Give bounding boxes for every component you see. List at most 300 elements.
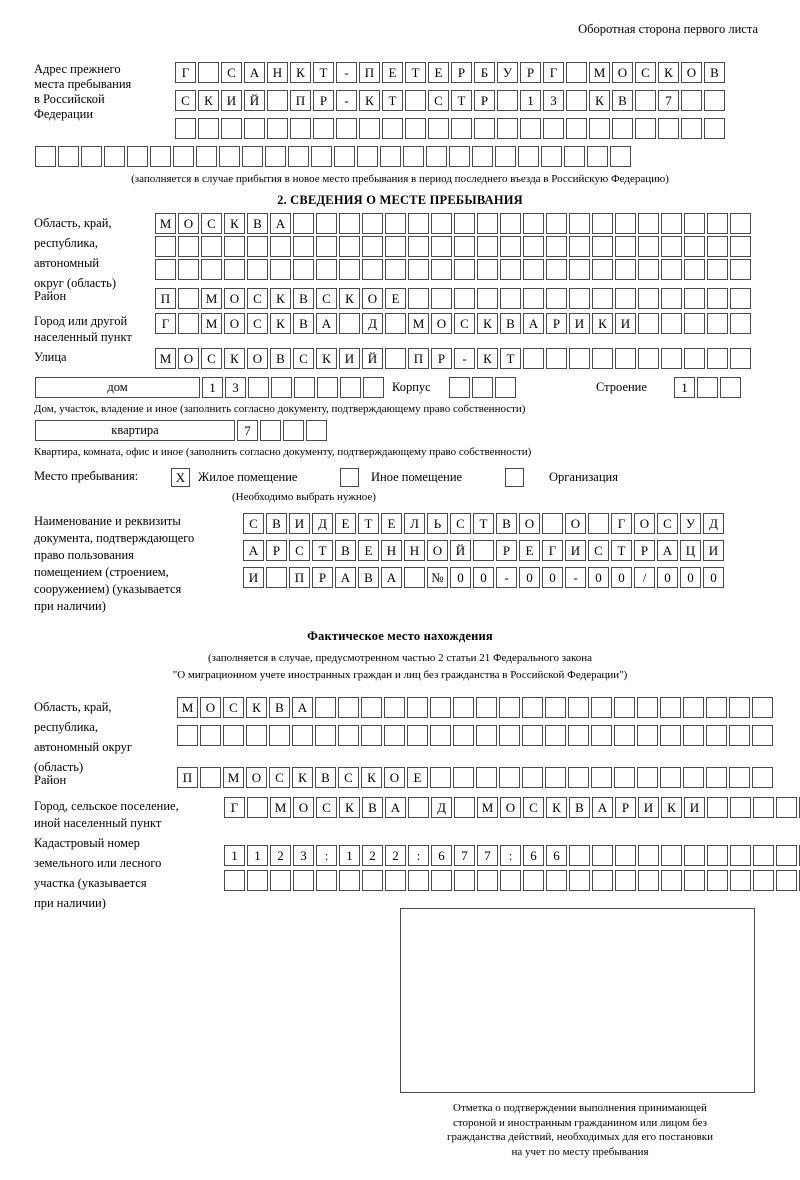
prev-address-r4-cell-14[interactable]: [334, 146, 355, 167]
s2-street-cell-5[interactable]: О: [247, 348, 268, 369]
al-region-r1-cell-19[interactable]: [591, 697, 612, 718]
al-district-cell-8[interactable]: С: [338, 767, 359, 788]
al-city-cell-11[interactable]: [454, 797, 475, 818]
cadastral-row-2[interactable]: [224, 870, 800, 891]
al-cad-r2-cell-22[interactable]: [707, 870, 728, 891]
prev-address-r1-cell-17[interactable]: Г: [543, 62, 564, 83]
al-district-cell-4[interactable]: О: [246, 767, 267, 788]
prev-address-r4-cell-5[interactable]: [127, 146, 148, 167]
s2-region-r2-cell-17[interactable]: [523, 236, 544, 257]
prev-address-r2-cell-19[interactable]: К: [589, 90, 610, 111]
al-cad-r2-cell-7[interactable]: [362, 870, 383, 891]
s2-city-cell-1[interactable]: Г: [155, 313, 176, 334]
s2-city-cell-6[interactable]: К: [270, 313, 291, 334]
flat-cell-3[interactable]: [283, 420, 304, 441]
s2-region-r3-cell-15[interactable]: [477, 259, 498, 280]
al-cad-r1-cell-4[interactable]: 3: [293, 845, 314, 866]
doc-r2-cell-17[interactable]: Т: [611, 540, 632, 561]
s2-region-r3-cell-25[interactable]: [707, 259, 728, 280]
s2-street-cell-23[interactable]: [661, 348, 682, 369]
s2-city-cell-15[interactable]: К: [477, 313, 498, 334]
al-district-cell-17[interactable]: [545, 767, 566, 788]
doc-r3-cell-9[interactable]: №: [427, 567, 448, 588]
al-region-r1-cell-23[interactable]: [683, 697, 704, 718]
doc-r2-cell-21[interactable]: И: [703, 540, 724, 561]
prev-address-r2-cell-14[interactable]: Р: [474, 90, 495, 111]
doc-r3-cell-12[interactable]: -: [496, 567, 517, 588]
s2-region-r2-cell-6[interactable]: [270, 236, 291, 257]
s2-city-cell-24[interactable]: [684, 313, 705, 334]
al-city-cell-21[interactable]: И: [684, 797, 705, 818]
al-cad-r1-cell-8[interactable]: 2: [385, 845, 406, 866]
doc-r3-cell-7[interactable]: А: [381, 567, 402, 588]
s2-region-r3-cell-13[interactable]: [431, 259, 452, 280]
al-district-cell-2[interactable]: [200, 767, 221, 788]
s2-district-cell-21[interactable]: [615, 288, 636, 309]
s2-region-r2-cell-18[interactable]: [546, 236, 567, 257]
al-cad-r2-cell-24[interactable]: [753, 870, 774, 891]
s2-district-cell-12[interactable]: [408, 288, 429, 309]
al-cad-r2-cell-23[interactable]: [730, 870, 751, 891]
korpus-cell-3[interactable]: [495, 377, 516, 398]
al-city-cell-14[interactable]: С: [523, 797, 544, 818]
al-region-r1-cell-14[interactable]: [476, 697, 497, 718]
doc-row-3[interactable]: [243, 567, 724, 588]
s2-region-r2-cell-5[interactable]: [247, 236, 268, 257]
al-cad-r1-cell-3[interactable]: 2: [270, 845, 291, 866]
doc-row-1[interactable]: [243, 513, 724, 534]
al-city-cell-15[interactable]: К: [546, 797, 567, 818]
prev-address-r2-cell-7[interactable]: Р: [313, 90, 334, 111]
s2-district-cell-16[interactable]: [500, 288, 521, 309]
al-cad-r1-cell-7[interactable]: 2: [362, 845, 383, 866]
prev-address-r4-cell-16[interactable]: [380, 146, 401, 167]
al-cad-r1-cell-25[interactable]: [776, 845, 797, 866]
prev-address-row-1[interactable]: [175, 62, 725, 83]
al-district-cell-18[interactable]: [568, 767, 589, 788]
doc-r1-cell-10[interactable]: С: [450, 513, 471, 534]
s2-region-r2-cell-14[interactable]: [454, 236, 475, 257]
s2-region-r3-cell-22[interactable]: [638, 259, 659, 280]
s2-city-cell-17[interactable]: А: [523, 313, 544, 334]
doc-r3-cell-11[interactable]: 0: [473, 567, 494, 588]
doc-r2-cell-3[interactable]: С: [289, 540, 310, 561]
al-cad-r1-cell-19[interactable]: [638, 845, 659, 866]
doc-r1-cell-3[interactable]: И: [289, 513, 310, 534]
al-cad-r2-cell-10[interactable]: [431, 870, 452, 891]
al-region-r2-cell-13[interactable]: [453, 725, 474, 746]
s2-region-r2-cell-10[interactable]: [362, 236, 383, 257]
s2-city-cell-3[interactable]: М: [201, 313, 222, 334]
prev-address-r2-cell-17[interactable]: 3: [543, 90, 564, 111]
s2-district-cell-23[interactable]: [661, 288, 682, 309]
doc-r1-cell-20[interactable]: У: [680, 513, 701, 534]
s2-street-cell-26[interactable]: [730, 348, 751, 369]
al-region-r1-cell-24[interactable]: [706, 697, 727, 718]
al-cad-r1-cell-2[interactable]: 1: [247, 845, 268, 866]
s2-region-r2-cell-21[interactable]: [615, 236, 636, 257]
prev-address-r4-cell-7[interactable]: [173, 146, 194, 167]
prev-address-r3-cell-14[interactable]: [474, 118, 495, 139]
s2-street-cell-18[interactable]: [546, 348, 567, 369]
prev-address-r4-cell-8[interactable]: [196, 146, 217, 167]
al-region-r2-cell-4[interactable]: [246, 725, 267, 746]
al-city-cell-3[interactable]: М: [270, 797, 291, 818]
doc-r1-cell-18[interactable]: О: [634, 513, 655, 534]
s2-region-r2-cell-23[interactable]: [661, 236, 682, 257]
al-city-cell-12[interactable]: М: [477, 797, 498, 818]
prev-address-r3-cell-18[interactable]: [566, 118, 587, 139]
prev-address-r1-cell-9[interactable]: П: [359, 62, 380, 83]
prev-address-r1-cell-14[interactable]: Б: [474, 62, 495, 83]
s2-city-cell-9[interactable]: [339, 313, 360, 334]
s2-street-cell-3[interactable]: С: [201, 348, 222, 369]
prev-address-r1-cell-3[interactable]: С: [221, 62, 242, 83]
s2-region-r2-cell-24[interactable]: [684, 236, 705, 257]
s2-city-cell-20[interactable]: К: [592, 313, 613, 334]
s2-district-cell-8[interactable]: С: [316, 288, 337, 309]
s2-region-r2-cell-22[interactable]: [638, 236, 659, 257]
s2-district-cell-3[interactable]: М: [201, 288, 222, 309]
al-district-cell-12[interactable]: [430, 767, 451, 788]
flat-cell-4[interactable]: [306, 420, 327, 441]
prev-address-r3-cell-13[interactable]: [451, 118, 472, 139]
s2-district-cell-1[interactable]: П: [155, 288, 176, 309]
s2-region-r3-cell-5[interactable]: [247, 259, 268, 280]
prev-address-r4-cell-13[interactable]: [311, 146, 332, 167]
al-city-cell-7[interactable]: В: [362, 797, 383, 818]
doc-r3-cell-19[interactable]: 0: [657, 567, 678, 588]
s2-region-r3-cell-17[interactable]: [523, 259, 544, 280]
al-region-r1-cell-6[interactable]: А: [292, 697, 313, 718]
al-region-r1-cell-9[interactable]: [361, 697, 382, 718]
flat-cells[interactable]: [237, 420, 327, 441]
al-region-r1-cell-13[interactable]: [453, 697, 474, 718]
al-cad-r2-cell-13[interactable]: [500, 870, 521, 891]
prev-address-r3-cell-2[interactable]: [198, 118, 219, 139]
al-city-cell-17[interactable]: А: [592, 797, 613, 818]
prev-address-r1-cell-5[interactable]: Н: [267, 62, 288, 83]
s2-street-cell-25[interactable]: [707, 348, 728, 369]
s2-region-r1-cell-1[interactable]: М: [155, 213, 176, 234]
s2-region-r1-cell-12[interactable]: [408, 213, 429, 234]
prev-address-r3-cell-4[interactable]: [244, 118, 265, 139]
s2-district-cell-24[interactable]: [684, 288, 705, 309]
s2-city-cell-13[interactable]: О: [431, 313, 452, 334]
al-district-cell-21[interactable]: [637, 767, 658, 788]
al-region-r1-cell-25[interactable]: [729, 697, 750, 718]
al-region-r2-cell-11[interactable]: [407, 725, 428, 746]
al-region-r1-cell-3[interactable]: С: [223, 697, 244, 718]
doc-r1-cell-1[interactable]: С: [243, 513, 264, 534]
actual-district-row[interactable]: [177, 767, 773, 788]
prev-address-r4-cell-25[interactable]: [587, 146, 608, 167]
s2-street-cell-24[interactable]: [684, 348, 705, 369]
al-district-cell-9[interactable]: К: [361, 767, 382, 788]
al-region-r2-cell-10[interactable]: [384, 725, 405, 746]
al-district-cell-3[interactable]: М: [223, 767, 244, 788]
al-cad-r1-cell-16[interactable]: [569, 845, 590, 866]
s2-street-cell-20[interactable]: [592, 348, 613, 369]
doc-r1-cell-19[interactable]: С: [657, 513, 678, 534]
stroenie-cell-3[interactable]: [720, 377, 741, 398]
s2-region-r3-cell-2[interactable]: [178, 259, 199, 280]
al-cad-r1-cell-17[interactable]: [592, 845, 613, 866]
al-region-r1-cell-20[interactable]: [614, 697, 635, 718]
s2-city-cell-7[interactable]: В: [293, 313, 314, 334]
doc-r2-cell-11[interactable]: [473, 540, 494, 561]
al-city-cell-1[interactable]: Г: [224, 797, 245, 818]
al-region-r2-cell-14[interactable]: [476, 725, 497, 746]
s2-district-cell-25[interactable]: [707, 288, 728, 309]
al-cad-r2-cell-4[interactable]: [293, 870, 314, 891]
house-cell-8[interactable]: [363, 377, 384, 398]
s2-city-cell-8[interactable]: А: [316, 313, 337, 334]
s2-region-r3-cell-20[interactable]: [592, 259, 613, 280]
s2-region-r1-cell-2[interactable]: О: [178, 213, 199, 234]
al-district-cell-19[interactable]: [591, 767, 612, 788]
doc-r1-cell-15[interactable]: О: [565, 513, 586, 534]
al-cad-r1-cell-12[interactable]: 7: [477, 845, 498, 866]
al-region-r2-cell-1[interactable]: [177, 725, 198, 746]
doc-r2-cell-6[interactable]: Е: [358, 540, 379, 561]
prev-address-r1-cell-13[interactable]: Р: [451, 62, 472, 83]
stay-place-checkbox-organization[interactable]: [505, 468, 524, 487]
doc-r2-cell-20[interactable]: Ц: [680, 540, 701, 561]
stroenie-cell-1[interactable]: 1: [674, 377, 695, 398]
s2-region-r3-cell-16[interactable]: [500, 259, 521, 280]
s2-district-cell-15[interactable]: [477, 288, 498, 309]
s2-region-r1-cell-25[interactable]: [707, 213, 728, 234]
s2-city-cell-11[interactable]: [385, 313, 406, 334]
al-region-r1-cell-2[interactable]: О: [200, 697, 221, 718]
prev-address-r3-cell-7[interactable]: [313, 118, 334, 139]
prev-address-r4-cell-15[interactable]: [357, 146, 378, 167]
al-region-r2-cell-17[interactable]: [545, 725, 566, 746]
prev-address-r4-cell-1[interactable]: [35, 146, 56, 167]
al-cad-r1-cell-1[interactable]: 1: [224, 845, 245, 866]
s2-street-cell-6[interactable]: В: [270, 348, 291, 369]
prev-address-r2-cell-15[interactable]: [497, 90, 518, 111]
s2-region-r2-cell-2[interactable]: [178, 236, 199, 257]
s2-region-r1-cell-20[interactable]: [592, 213, 613, 234]
doc-r3-cell-20[interactable]: 0: [680, 567, 701, 588]
s2-district-cell-20[interactable]: [592, 288, 613, 309]
al-region-r2-cell-6[interactable]: [292, 725, 313, 746]
s2-region-r1-cell-15[interactable]: [477, 213, 498, 234]
s2-region-r2-cell-11[interactable]: [385, 236, 406, 257]
doc-r3-cell-5[interactable]: А: [335, 567, 356, 588]
s2-region-r1-cell-22[interactable]: [638, 213, 659, 234]
prev-address-r2-cell-4[interactable]: Й: [244, 90, 265, 111]
stamp-box[interactable]: [400, 908, 755, 1093]
al-cad-r1-cell-20[interactable]: [661, 845, 682, 866]
stroenie-cells[interactable]: [674, 377, 741, 398]
s2-region-r1-cell-24[interactable]: [684, 213, 705, 234]
al-cad-r2-cell-3[interactable]: [270, 870, 291, 891]
al-district-cell-10[interactable]: О: [384, 767, 405, 788]
doc-r1-cell-14[interactable]: [542, 513, 563, 534]
al-cad-r2-cell-25[interactable]: [776, 870, 797, 891]
prev-address-r1-cell-19[interactable]: М: [589, 62, 610, 83]
cadastral-row-1[interactable]: [224, 845, 800, 866]
s2-street-cell-21[interactable]: [615, 348, 636, 369]
s2-city-cell-22[interactable]: [638, 313, 659, 334]
al-city-cell-10[interactable]: Д: [431, 797, 452, 818]
s2-district-cell-26[interactable]: [730, 288, 751, 309]
prev-address-row-2[interactable]: [175, 90, 725, 111]
s2-street-cell-17[interactable]: [523, 348, 544, 369]
doc-r2-cell-9[interactable]: О: [427, 540, 448, 561]
prev-address-r3-cell-1[interactable]: [175, 118, 196, 139]
s2-city-cell-26[interactable]: [730, 313, 751, 334]
s2-city-cell-25[interactable]: [707, 313, 728, 334]
doc-r3-cell-4[interactable]: Р: [312, 567, 333, 588]
s2-district-cell-19[interactable]: [569, 288, 590, 309]
al-region-r2-cell-22[interactable]: [660, 725, 681, 746]
s2-region-r3-cell-12[interactable]: [408, 259, 429, 280]
section2-region-row-1[interactable]: [155, 213, 751, 234]
prev-address-r1-cell-8[interactable]: -: [336, 62, 357, 83]
al-region-r2-cell-16[interactable]: [522, 725, 543, 746]
house-cell-3[interactable]: [248, 377, 269, 398]
al-city-cell-22[interactable]: [707, 797, 728, 818]
al-cad-r1-cell-23[interactable]: [730, 845, 751, 866]
al-city-cell-20[interactable]: К: [661, 797, 682, 818]
s2-region-r2-cell-20[interactable]: [592, 236, 613, 257]
prev-address-r4-cell-21[interactable]: [495, 146, 516, 167]
al-district-cell-7[interactable]: В: [315, 767, 336, 788]
doc-r1-cell-8[interactable]: Л: [404, 513, 425, 534]
s2-district-cell-10[interactable]: О: [362, 288, 383, 309]
prev-address-r3-cell-19[interactable]: [589, 118, 610, 139]
prev-address-r1-cell-20[interactable]: О: [612, 62, 633, 83]
prev-address-r1-cell-11[interactable]: Т: [405, 62, 426, 83]
doc-r2-cell-16[interactable]: С: [588, 540, 609, 561]
s2-street-cell-7[interactable]: С: [293, 348, 314, 369]
doc-r1-cell-12[interactable]: В: [496, 513, 517, 534]
s2-street-cell-8[interactable]: К: [316, 348, 337, 369]
s2-city-cell-16[interactable]: В: [500, 313, 521, 334]
section2-region-row-3[interactable]: [155, 259, 751, 280]
al-region-r2-cell-3[interactable]: [223, 725, 244, 746]
s2-region-r2-cell-19[interactable]: [569, 236, 590, 257]
al-region-r1-cell-22[interactable]: [660, 697, 681, 718]
doc-r1-cell-5[interactable]: Е: [335, 513, 356, 534]
al-region-r1-cell-4[interactable]: К: [246, 697, 267, 718]
doc-r3-cell-13[interactable]: 0: [519, 567, 540, 588]
s2-region-r2-cell-9[interactable]: [339, 236, 360, 257]
al-cad-r1-cell-6[interactable]: 1: [339, 845, 360, 866]
al-cad-r2-cell-19[interactable]: [638, 870, 659, 891]
doc-r1-cell-9[interactable]: Ь: [427, 513, 448, 534]
al-cad-r2-cell-2[interactable]: [247, 870, 268, 891]
al-region-r1-cell-17[interactable]: [545, 697, 566, 718]
doc-r1-cell-13[interactable]: О: [519, 513, 540, 534]
s2-region-r3-cell-24[interactable]: [684, 259, 705, 280]
doc-r1-cell-2[interactable]: В: [266, 513, 287, 534]
doc-r2-cell-15[interactable]: И: [565, 540, 586, 561]
al-region-r2-cell-2[interactable]: [200, 725, 221, 746]
actual-region-row-2[interactable]: [177, 725, 773, 746]
al-cad-r1-cell-21[interactable]: [684, 845, 705, 866]
al-region-r2-cell-24[interactable]: [706, 725, 727, 746]
doc-r2-cell-8[interactable]: Н: [404, 540, 425, 561]
s2-region-r1-cell-16[interactable]: [500, 213, 521, 234]
al-region-r1-cell-15[interactable]: [499, 697, 520, 718]
prev-address-r1-cell-15[interactable]: У: [497, 62, 518, 83]
prev-address-r1-cell-2[interactable]: [198, 62, 219, 83]
doc-r3-cell-3[interactable]: П: [289, 567, 310, 588]
section2-district-row[interactable]: [155, 288, 751, 309]
al-cad-r1-cell-24[interactable]: [753, 845, 774, 866]
s2-city-cell-18[interactable]: Р: [546, 313, 567, 334]
s2-region-r1-cell-6[interactable]: А: [270, 213, 291, 234]
s2-region-r1-cell-4[interactable]: К: [224, 213, 245, 234]
s2-street-cell-9[interactable]: И: [339, 348, 360, 369]
s2-district-cell-2[interactable]: [178, 288, 199, 309]
s2-region-r2-cell-8[interactable]: [316, 236, 337, 257]
al-district-cell-6[interactable]: К: [292, 767, 313, 788]
doc-r1-cell-21[interactable]: Д: [703, 513, 724, 534]
al-cad-r2-cell-14[interactable]: [523, 870, 544, 891]
s2-street-cell-19[interactable]: [569, 348, 590, 369]
s2-region-r2-cell-1[interactable]: [155, 236, 176, 257]
al-city-cell-13[interactable]: О: [500, 797, 521, 818]
doc-r3-cell-15[interactable]: -: [565, 567, 586, 588]
s2-region-r2-cell-13[interactable]: [431, 236, 452, 257]
prev-address-r2-cell-11[interactable]: [405, 90, 426, 111]
prev-address-r3-cell-5[interactable]: [267, 118, 288, 139]
prev-address-r3-cell-17[interactable]: [543, 118, 564, 139]
al-cad-r2-cell-5[interactable]: [316, 870, 337, 891]
prev-address-row-3[interactable]: [175, 118, 725, 139]
al-city-cell-25[interactable]: [776, 797, 797, 818]
al-cad-r1-cell-18[interactable]: [615, 845, 636, 866]
al-city-cell-24[interactable]: [753, 797, 774, 818]
al-region-r1-cell-5[interactable]: В: [269, 697, 290, 718]
s2-street-cell-11[interactable]: [385, 348, 406, 369]
s2-street-cell-2[interactable]: О: [178, 348, 199, 369]
s2-city-cell-2[interactable]: [178, 313, 199, 334]
prev-address-r4-cell-20[interactable]: [472, 146, 493, 167]
prev-address-r2-cell-23[interactable]: [681, 90, 702, 111]
prev-address-r3-cell-16[interactable]: [520, 118, 541, 139]
al-region-r2-cell-23[interactable]: [683, 725, 704, 746]
al-cad-r2-cell-18[interactable]: [615, 870, 636, 891]
prev-address-r4-cell-22[interactable]: [518, 146, 539, 167]
s2-district-cell-17[interactable]: [523, 288, 544, 309]
s2-region-r3-cell-7[interactable]: [293, 259, 314, 280]
house-cell-2[interactable]: 3: [225, 377, 246, 398]
s2-region-r2-cell-4[interactable]: [224, 236, 245, 257]
s2-region-r2-cell-12[interactable]: [408, 236, 429, 257]
s2-region-r1-cell-14[interactable]: [454, 213, 475, 234]
prev-address-r2-cell-20[interactable]: В: [612, 90, 633, 111]
s2-region-r3-cell-8[interactable]: [316, 259, 337, 280]
s2-region-r1-cell-11[interactable]: [385, 213, 406, 234]
s2-city-cell-10[interactable]: Д: [362, 313, 383, 334]
s2-region-r3-cell-1[interactable]: [155, 259, 176, 280]
s2-street-cell-10[interactable]: Й: [362, 348, 383, 369]
section2-street-row[interactable]: [155, 348, 751, 369]
s2-district-cell-13[interactable]: [431, 288, 452, 309]
doc-r1-cell-11[interactable]: Т: [473, 513, 494, 534]
al-cad-r2-cell-11[interactable]: [454, 870, 475, 891]
al-city-cell-5[interactable]: С: [316, 797, 337, 818]
prev-address-row-4[interactable]: [35, 146, 631, 167]
doc-r2-cell-13[interactable]: Е: [519, 540, 540, 561]
